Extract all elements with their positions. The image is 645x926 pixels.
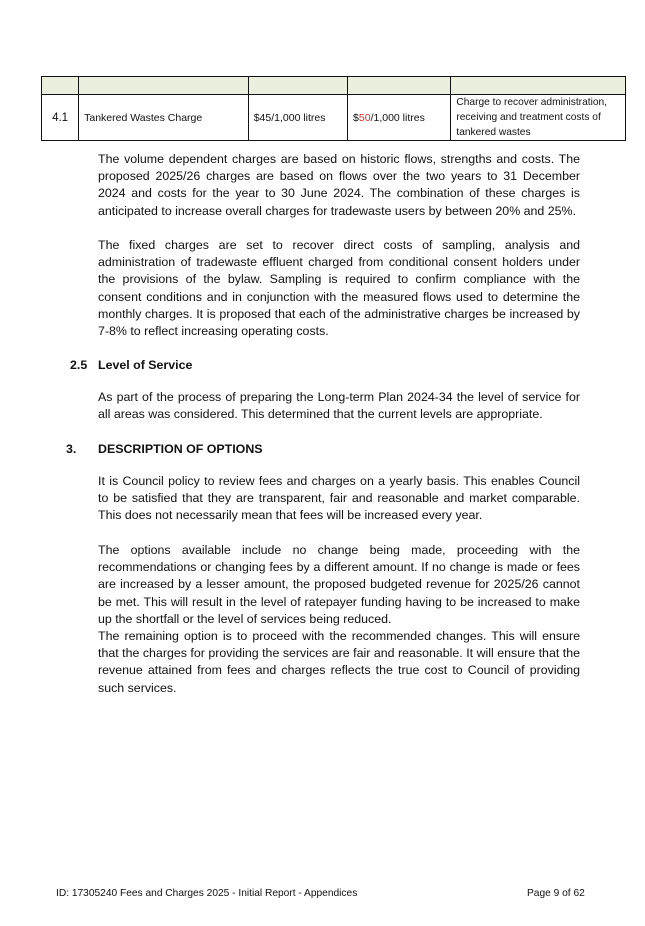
current-fee: $45/1,000 litres (248, 95, 347, 141)
paragraph-volume-charges: The volume dependent charges are based on historic flows, strengths and costs. The proposed 2025/26 charges are based on flows over the two years to 31 December 2024 and costs for the year to 30 June 2024. The combination of these charges is anticipated to increase overall charges for tradewaste users by between 20% and 25%. (98, 152, 580, 218)
proposed-fee (348, 95, 451, 141)
paragraph-fixed-charges: The fixed charges are set to recover direct costs of sampling, analysis and administration of tradewaste effluent charged from conditional consent holders under the provisions of the bylaw. Sampling is required to confirm compliance with the consent conditions and in conjunction with the measured flows used to determine the monthly charges. It is proposed that each of the administrative charges be increased by 7-8% to reflect increasing operating costs. (98, 238, 580, 339)
row-ref: 4.1 (42, 95, 79, 141)
table-row (42, 95, 626, 141)
charge-description: Charge to recover administration, receiving and treatment costs of tankered wastes (451, 95, 626, 141)
section-heading-description-of-options: DESCRIPTION OF OPTIONS (98, 442, 263, 456)
paragraph-options-available: The options available include no change being made, proceeding with the recommendations or changing fees by a different amount. If no change is made or fees are increased by a lesser amount, the proposed budgeted revenue for 2025/26 cannot be met. This will result in the level of ratepayer funding having to be increased to make up the shortfall or the level of services being reduced. (98, 543, 580, 626)
paragraph-remaining-option: The remaining option is to proceed with the recommended changes. This will ensure that the charges for providing the services are fair and reasonable. It will ensure that the revenue attained from fees and charges reflects the true cost to Council of providing such services. (98, 629, 580, 695)
paragraph-level-of-service: As part of the process of preparing the Long-term Plan 2024-34 the level of service for all areas was considered. This determined that the current levels are appropriate. (98, 390, 580, 422)
proposed-fee-changed-value: 50 (358, 111, 371, 124)
fees-table (41, 76, 626, 141)
section-number: 3. (66, 442, 77, 456)
table-header-row (42, 77, 626, 95)
section-number: 2.5 (70, 358, 88, 372)
charge-name: Tankered Wastes Charge (79, 95, 249, 141)
proposed-fee-suffix: /1,000 litres (370, 111, 425, 124)
section-heading-level-of-service: Level of Service (98, 358, 193, 372)
footer-page-number: Page 9 of 62 (527, 888, 585, 899)
paragraph-council-policy: It is Council policy to review fees and charges on a yearly basis. This enables Council to be satisfied that they are transparent, fair and reasonable and market comparable. This does not necessarily mean that fees will be increased every year. (98, 474, 580, 523)
proposed-fee-prefix: $ (353, 111, 359, 124)
footer-document-id: ID: 17305240 Fees and Charges 2025 - Initial Report - Appendices (56, 888, 358, 899)
